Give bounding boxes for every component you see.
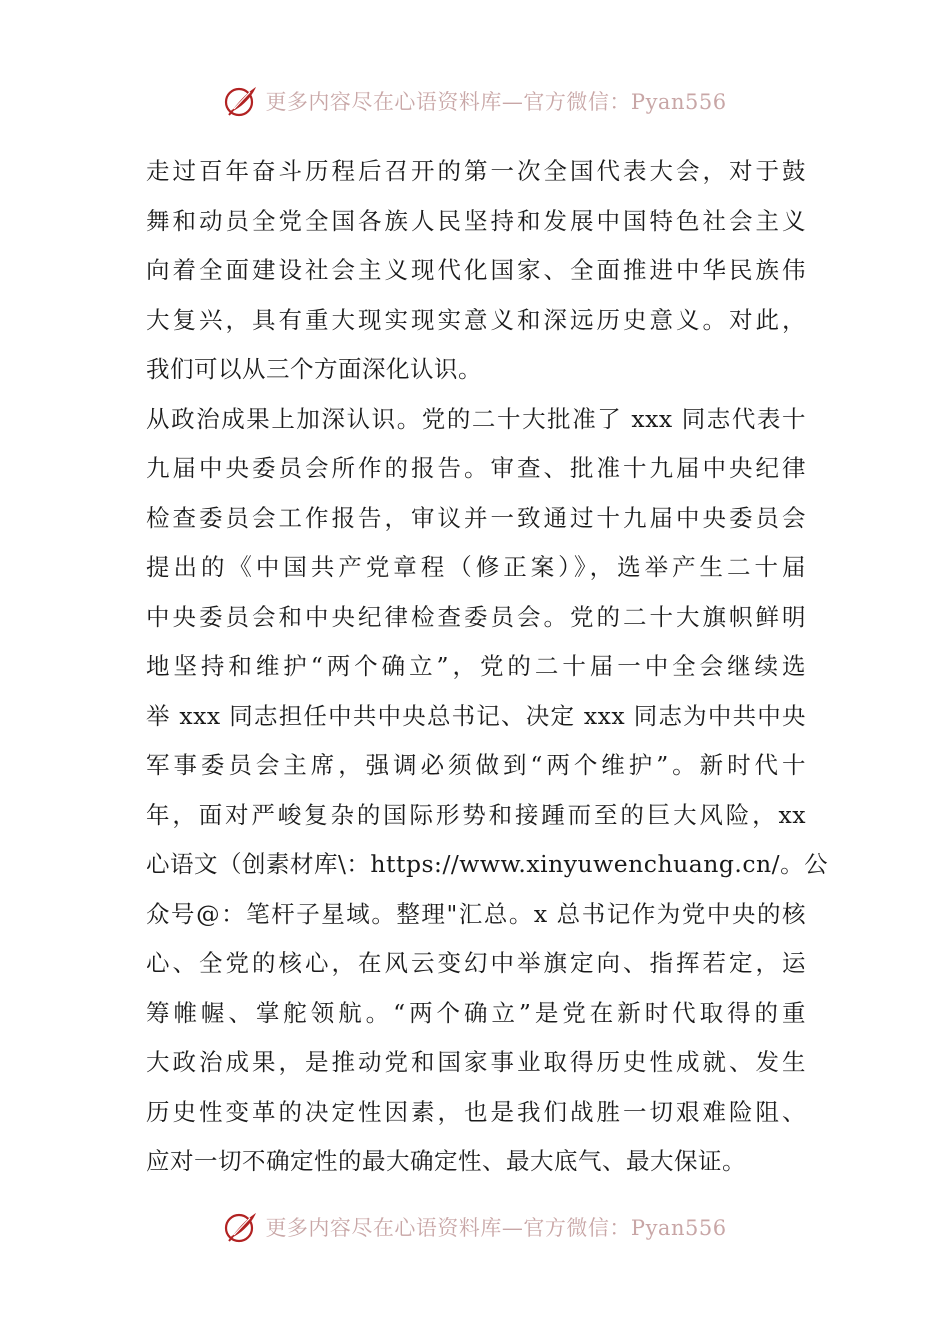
text-line: 大复兴，具有重大现实现实意义和深远历史意义。对此， (146, 305, 806, 334)
paragraph-1 (146, 147, 806, 395)
document-body (146, 147, 829, 1187)
header-banner-text: 更多内容尽在心语资料库—官方微信：Pyan556 (265, 90, 727, 114)
text-line: 地坚持和维护“两个确立”，党的二十届一中全会继续选 (146, 652, 806, 680)
text-line: 军事委员会主席，强调必须做到“两个维护”。新时代十 (146, 751, 806, 779)
text-line: 九届中央委员会所作的报告。审查、批准十九届中央纪律 (146, 454, 806, 482)
text-line: 提出的《中国共产党章程（修正案）》，选举产生二十届 (146, 553, 806, 581)
text-line: 年，面对严峻复杂的国际形势和接踵而至的巨大风险，xx (146, 800, 806, 829)
text-line: 舞和动员全党全国各族人民坚持和发展中国特色社会主义 (146, 206, 806, 235)
feather-pen-logo-icon (223, 84, 259, 118)
text-line: 众号@：笔杆子星域。整理"汇总。x 总书记作为党中央的核 (146, 899, 806, 928)
text-line: 走过百年奋斗历程后召开的第一次全国代表大会，对于鼓 (146, 157, 806, 185)
text-line: 筹帷幄、掌舵领航。“两个确立”是党在新时代取得的重 (146, 998, 806, 1027)
text-line: 心、全党的核心，在风云变幻中举旗定向、指挥若定，运 (146, 949, 806, 977)
text-line: 中央委员会和中央纪律检查委员会。党的二十大旗帜鲜明 (146, 602, 806, 631)
footer-banner (0, 1210, 950, 1244)
text-line: 我们可以从三个方面深化认识。 (146, 355, 482, 383)
text-line: 检查委员会工作报告，审议并一致通过十九届中央委员会 (146, 503, 806, 532)
text-line: 心语文（创素材库\：https://www.xinyuwenchuang.cn/。公 (146, 850, 829, 878)
text-line: 历史性变革的决定性因素，也是我们战胜一切艰难险阻、 (146, 1097, 806, 1126)
text-line: 应对一切不确定性的最大确定性、最大底气、最大保证。 (146, 1147, 746, 1175)
footer-banner-text: 更多内容尽在心语资料库—官方微信：Pyan556 (265, 1216, 727, 1240)
text-line: 举 xxx 同志担任中共中央总书记、决定 xxx 同志为中共中央 (146, 701, 806, 730)
text-line: 向着全面建设社会主义现代化国家、全面推进中华民族伟 (146, 256, 806, 284)
header-banner (0, 84, 950, 118)
feather-pen-logo-icon (223, 1210, 259, 1244)
text-line: 大政治成果，是推动党和国家事业取得历史性成就、发生 (146, 1048, 806, 1076)
text-line: 从政治成果上加深认识。党的二十大批准了 xxx 同志代表十 (146, 404, 806, 433)
paragraph-2 (146, 395, 829, 1187)
